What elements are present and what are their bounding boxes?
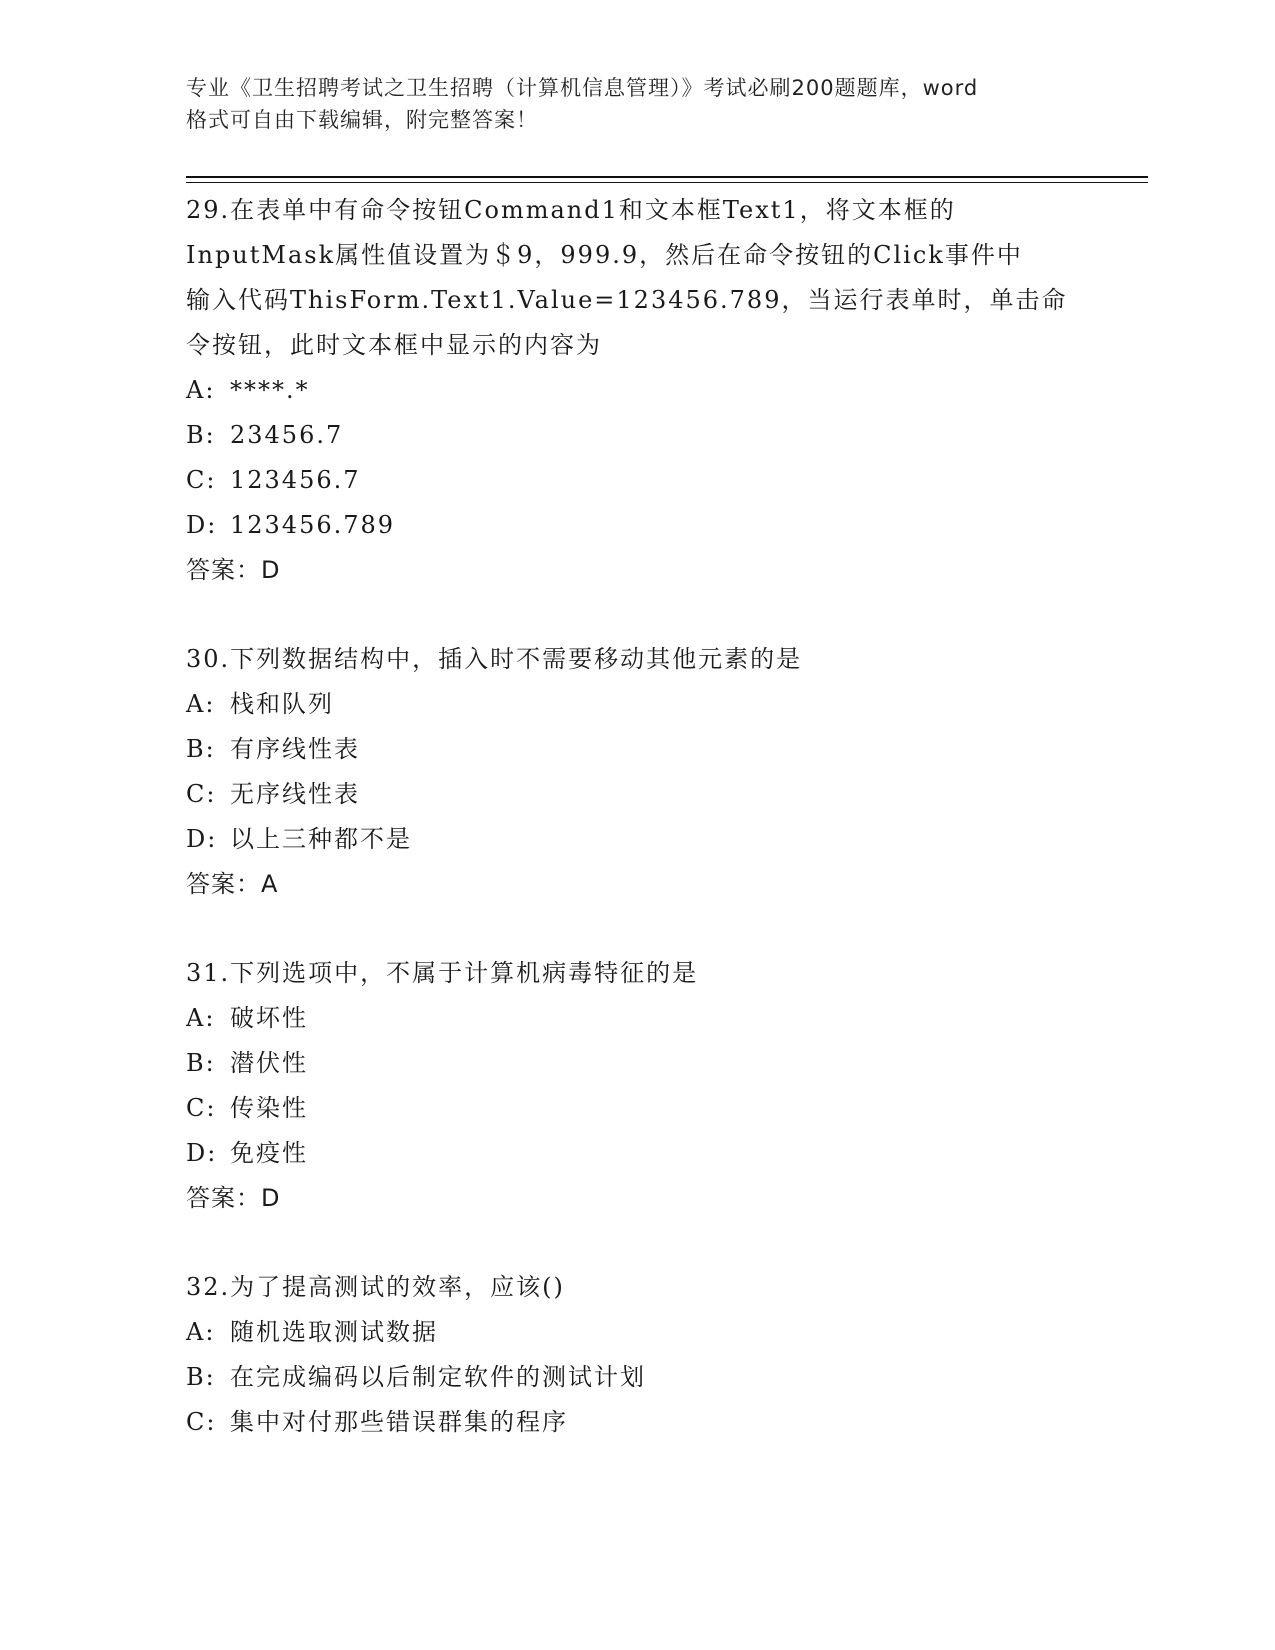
option-d	[186, 817, 1086, 862]
question-30	[186, 637, 1086, 907]
question-29	[186, 188, 1086, 593]
option-a	[186, 682, 1086, 727]
option-text: ****.*	[230, 376, 310, 404]
question-number: 32.	[186, 1273, 231, 1301]
question-stem-text: 在表单中有命令按钮Command1和文本框Text1，将文本框的	[230, 196, 956, 224]
option-b	[186, 1041, 1086, 1086]
option-text: 123456.7	[230, 466, 361, 494]
header-line-2: 格式可自由下载编辑，附完整答案！	[186, 108, 538, 132]
option-text: 潜伏性	[230, 1049, 308, 1077]
option-text: 栈和队列	[230, 690, 334, 718]
question-number: 29.	[186, 196, 231, 224]
option-text: 在完成编码以后制定软件的测试计划	[230, 1363, 646, 1391]
option-key: C:	[186, 1094, 217, 1122]
option-key: B:	[186, 735, 216, 763]
option-text: 传染性	[230, 1094, 308, 1122]
question-stem-line	[186, 188, 1086, 233]
question-list	[186, 188, 1086, 1445]
question-stem-line	[186, 951, 1086, 996]
option-text: 23456.7	[230, 421, 344, 449]
option-text: 123456.789	[230, 511, 396, 539]
option-key: D:	[186, 825, 218, 853]
option-a	[186, 368, 1086, 413]
answer-line: 答案：D	[186, 1184, 281, 1212]
question-stem-line: InputMask属性值设置为＄9，999.9，然后在命令按钮的Click事件中	[186, 241, 1023, 269]
question-spacer	[186, 1221, 1086, 1265]
option-b	[186, 727, 1086, 772]
question-31	[186, 951, 1086, 1221]
option-key: D:	[186, 511, 218, 539]
question-number: 30.	[186, 645, 231, 673]
header-divider-thin	[186, 182, 1148, 183]
option-a	[186, 996, 1086, 1041]
option-key: A:	[186, 1318, 216, 1346]
option-text: 无序线性表	[230, 780, 360, 808]
option-b	[186, 1355, 1086, 1400]
option-b	[186, 413, 1086, 458]
question-32	[186, 1265, 1086, 1445]
option-d	[186, 503, 1086, 548]
question-stem-line	[186, 637, 1086, 682]
option-key: B:	[186, 421, 216, 449]
option-key: C:	[186, 1408, 217, 1436]
question-stem-text: 为了提高测试的效率，应该()	[230, 1273, 565, 1301]
option-text: 集中对付那些错误群集的程序	[230, 1408, 568, 1436]
question-stem-line: 令按钮，此时文本框中显示的内容为	[186, 331, 602, 359]
question-number: 31.	[186, 959, 231, 987]
option-c	[186, 1400, 1086, 1445]
option-a	[186, 1310, 1086, 1355]
option-text: 有序线性表	[230, 735, 360, 763]
question-spacer	[186, 907, 1086, 951]
option-c	[186, 458, 1086, 503]
option-text: 以上三种都不是	[230, 825, 412, 853]
question-stem-line	[186, 1265, 1086, 1310]
document-header	[186, 72, 1086, 136]
option-key: A:	[186, 690, 216, 718]
option-text: 免疫性	[230, 1139, 308, 1167]
option-text: 随机选取测试数据	[230, 1318, 438, 1346]
option-key: A:	[186, 1004, 216, 1032]
option-key: C:	[186, 780, 217, 808]
answer-line: 答案：D	[186, 556, 281, 584]
option-c	[186, 1086, 1086, 1131]
option-c	[186, 772, 1086, 817]
question-stem-text: 下列选项中，不属于计算机病毒特征的是	[230, 959, 699, 987]
answer-line: 答案：A	[186, 870, 279, 898]
option-key: B:	[186, 1049, 216, 1077]
question-stem-text: 下列数据结构中，插入时不需要移动其他元素的是	[230, 645, 803, 673]
header-divider-thick	[186, 176, 1148, 178]
header-line-1: 专业《卫生招聘考试之卫生招聘（计算机信息管理）》考试必刷200题题库，word	[186, 76, 979, 100]
option-d	[186, 1131, 1086, 1176]
question-stem-line: 输入代码ThisForm.Text1.Value=123456.789，当运行表单时，单击命	[186, 286, 1068, 314]
question-spacer	[186, 593, 1086, 637]
option-key: C:	[186, 466, 217, 494]
option-key: D:	[186, 1139, 218, 1167]
option-key: A:	[186, 376, 216, 404]
option-text: 破坏性	[230, 1004, 308, 1032]
option-key: B:	[186, 1363, 216, 1391]
